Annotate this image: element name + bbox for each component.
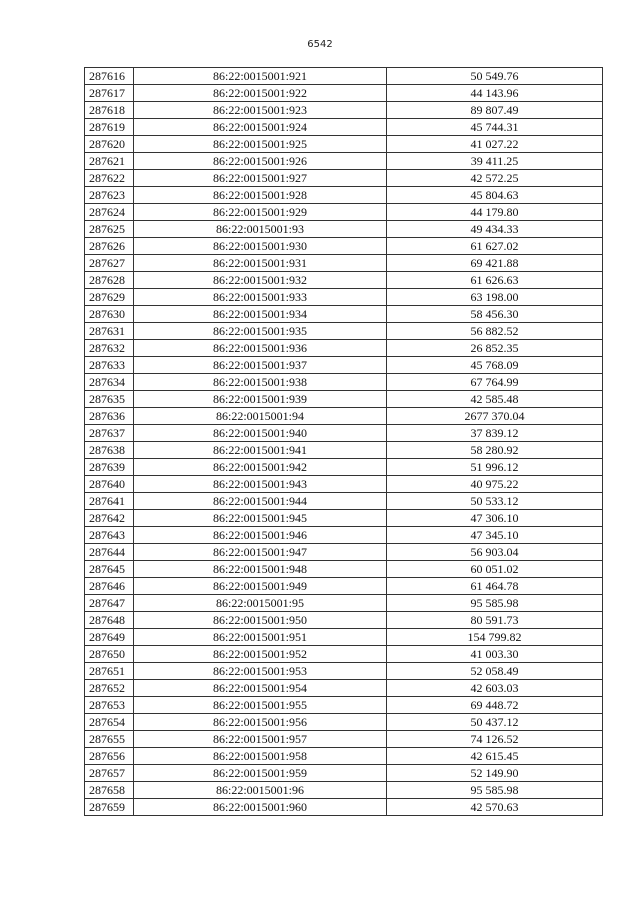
cadastral-value-cell: 37 839.12 (387, 425, 603, 442)
cadastral-number-cell: 86:22:0015001:95 (134, 595, 387, 612)
cadastral-value-cell: 95 585.98 (387, 782, 603, 799)
row-number-cell: 287627 (85, 255, 134, 272)
table-row (85, 629, 603, 646)
table-row (85, 476, 603, 493)
cadastral-value-cell: 41 027.22 (387, 136, 603, 153)
row-number-cell: 287654 (85, 714, 134, 731)
cadastral-number-cell: 86:22:0015001:947 (134, 544, 387, 561)
table-row (85, 459, 603, 476)
table-body (85, 68, 603, 816)
cadastral-number-cell: 86:22:0015001:939 (134, 391, 387, 408)
cadastral-number-cell: 86:22:0015001:958 (134, 748, 387, 765)
table-row (85, 748, 603, 765)
table-row (85, 527, 603, 544)
table-row (85, 170, 603, 187)
table-row (85, 289, 603, 306)
cadastral-number-cell: 86:22:0015001:946 (134, 527, 387, 544)
row-number-cell: 287620 (85, 136, 134, 153)
table-row (85, 204, 603, 221)
table-row (85, 544, 603, 561)
row-number-cell: 287645 (85, 561, 134, 578)
row-number-cell: 287643 (85, 527, 134, 544)
row-number-cell: 287650 (85, 646, 134, 663)
row-number-cell: 287626 (85, 238, 134, 255)
table-row (85, 595, 603, 612)
cadastral-value-cell: 69 421.88 (387, 255, 603, 272)
row-number-cell: 287632 (85, 340, 134, 357)
row-number-cell: 287649 (85, 629, 134, 646)
cadastral-number-cell: 86:22:0015001:932 (134, 272, 387, 289)
cadastral-number-cell: 86:22:0015001:957 (134, 731, 387, 748)
cadastral-value-cell: 42 572.25 (387, 170, 603, 187)
cadastral-value-cell: 44 143.96 (387, 85, 603, 102)
cadastral-number-cell: 86:22:0015001:926 (134, 153, 387, 170)
cadastral-value-cell: 52 149.90 (387, 765, 603, 782)
table-row (85, 102, 603, 119)
cadastral-number-cell: 86:22:0015001:93 (134, 221, 387, 238)
row-number-cell: 287624 (85, 204, 134, 221)
cadastral-value-cell: 50 549.76 (387, 68, 603, 85)
cadastral-value-cell: 39 411.25 (387, 153, 603, 170)
table-row (85, 323, 603, 340)
row-number-cell: 287651 (85, 663, 134, 680)
page-number: 6542 (307, 39, 333, 50)
row-number-cell: 287622 (85, 170, 134, 187)
cadastral-number-cell: 86:22:0015001:925 (134, 136, 387, 153)
row-number-cell: 287653 (85, 697, 134, 714)
cadastral-value-cell: 74 126.52 (387, 731, 603, 748)
table-row (85, 136, 603, 153)
table-row (85, 765, 603, 782)
cadastral-value-cell: 154 799.82 (387, 629, 603, 646)
table-row (85, 714, 603, 731)
cadastral-value-cell: 40 975.22 (387, 476, 603, 493)
cadastral-number-cell: 86:22:0015001:941 (134, 442, 387, 459)
table-row (85, 408, 603, 425)
cadastral-value-cell: 26 852.35 (387, 340, 603, 357)
cadastral-value-cell: 42 570.63 (387, 799, 603, 816)
table-row (85, 238, 603, 255)
table-row (85, 510, 603, 527)
cadastral-number-cell: 86:22:0015001:955 (134, 697, 387, 714)
row-number-cell: 287640 (85, 476, 134, 493)
row-number-cell: 287658 (85, 782, 134, 799)
cadastral-number-cell: 86:22:0015001:956 (134, 714, 387, 731)
cadastral-value-cell: 45 744.31 (387, 119, 603, 136)
cadastral-value-cell: 56 903.04 (387, 544, 603, 561)
cadastral-number-cell: 86:22:0015001:928 (134, 187, 387, 204)
cadastral-value-cell: 63 198.00 (387, 289, 603, 306)
cadastral-value-table (84, 67, 603, 816)
cadastral-number-cell: 86:22:0015001:954 (134, 680, 387, 697)
cadastral-value-cell: 89 807.49 (387, 102, 603, 119)
cadastral-number-cell: 86:22:0015001:931 (134, 255, 387, 272)
cadastral-value-cell: 50 437.12 (387, 714, 603, 731)
table-row (85, 731, 603, 748)
cadastral-number-cell: 86:22:0015001:944 (134, 493, 387, 510)
row-number-cell: 287623 (85, 187, 134, 204)
cadastral-value-cell: 58 280.92 (387, 442, 603, 459)
table-row (85, 612, 603, 629)
cadastral-number-cell: 86:22:0015001:950 (134, 612, 387, 629)
cadastral-number-cell: 86:22:0015001:942 (134, 459, 387, 476)
cadastral-value-cell: 49 434.33 (387, 221, 603, 238)
cadastral-number-cell: 86:22:0015001:934 (134, 306, 387, 323)
cadastral-value-cell: 44 179.80 (387, 204, 603, 221)
cadastral-value-cell: 80 591.73 (387, 612, 603, 629)
table-row (85, 153, 603, 170)
cadastral-value-cell: 47 306.10 (387, 510, 603, 527)
table-row (85, 340, 603, 357)
table-row (85, 306, 603, 323)
row-number-cell: 287631 (85, 323, 134, 340)
row-number-cell: 287616 (85, 68, 134, 85)
cadastral-number-cell: 86:22:0015001:951 (134, 629, 387, 646)
table-row (85, 357, 603, 374)
row-number-cell: 287635 (85, 391, 134, 408)
cadastral-number-cell: 86:22:0015001:929 (134, 204, 387, 221)
cadastral-value-cell: 61 626.63 (387, 272, 603, 289)
cadastral-value-cell: 61 464.78 (387, 578, 603, 595)
table-row (85, 442, 603, 459)
cadastral-value-cell: 42 603.03 (387, 680, 603, 697)
row-number-cell: 287646 (85, 578, 134, 595)
row-number-cell: 287617 (85, 85, 134, 102)
cadastral-number-cell: 86:22:0015001:933 (134, 289, 387, 306)
table-row (85, 68, 603, 85)
cadastral-number-cell: 86:22:0015001:940 (134, 425, 387, 442)
row-number-cell: 287637 (85, 425, 134, 442)
cadastral-number-cell: 86:22:0015001:959 (134, 765, 387, 782)
cadastral-number-cell: 86:22:0015001:94 (134, 408, 387, 425)
cadastral-number-cell: 86:22:0015001:936 (134, 340, 387, 357)
row-number-cell: 287633 (85, 357, 134, 374)
row-number-cell: 287618 (85, 102, 134, 119)
cadastral-number-cell: 86:22:0015001:930 (134, 238, 387, 255)
cadastral-number-cell: 86:22:0015001:938 (134, 374, 387, 391)
cadastral-number-cell: 86:22:0015001:960 (134, 799, 387, 816)
cadastral-value-cell: 47 345.10 (387, 527, 603, 544)
cadastral-value-cell: 42 585.48 (387, 391, 603, 408)
cadastral-value-cell: 41 003.30 (387, 646, 603, 663)
row-number-cell: 287639 (85, 459, 134, 476)
row-number-cell: 287625 (85, 221, 134, 238)
cadastral-value-cell: 58 456.30 (387, 306, 603, 323)
cadastral-number-cell: 86:22:0015001:923 (134, 102, 387, 119)
table-row (85, 221, 603, 238)
row-number-cell: 287634 (85, 374, 134, 391)
row-number-cell: 287630 (85, 306, 134, 323)
table-row (85, 374, 603, 391)
cadastral-number-cell: 86:22:0015001:949 (134, 578, 387, 595)
row-number-cell: 287656 (85, 748, 134, 765)
cadastral-number-cell: 86:22:0015001:953 (134, 663, 387, 680)
cadastral-number-cell: 86:22:0015001:945 (134, 510, 387, 527)
row-number-cell: 287644 (85, 544, 134, 561)
table-row (85, 697, 603, 714)
row-number-cell: 287652 (85, 680, 134, 697)
table-row (85, 272, 603, 289)
row-number-cell: 287655 (85, 731, 134, 748)
cadastral-value-cell: 95 585.98 (387, 595, 603, 612)
table-row (85, 663, 603, 680)
row-number-cell: 287621 (85, 153, 134, 170)
table-row (85, 561, 603, 578)
table-row (85, 578, 603, 595)
row-number-cell: 287619 (85, 119, 134, 136)
row-number-cell: 287638 (85, 442, 134, 459)
row-number-cell: 287647 (85, 595, 134, 612)
table-row (85, 799, 603, 816)
cadastral-number-cell: 86:22:0015001:927 (134, 170, 387, 187)
table-row (85, 680, 603, 697)
cadastral-number-cell: 86:22:0015001:948 (134, 561, 387, 578)
table-row (85, 493, 603, 510)
row-number-cell: 287641 (85, 493, 134, 510)
row-number-cell: 287636 (85, 408, 134, 425)
table-row (85, 391, 603, 408)
cadastral-value-cell: 61 627.02 (387, 238, 603, 255)
cadastral-value-cell: 52 058.49 (387, 663, 603, 680)
cadastral-number-cell: 86:22:0015001:943 (134, 476, 387, 493)
cadastral-value-cell: 69 448.72 (387, 697, 603, 714)
table-row (85, 85, 603, 102)
table-row (85, 187, 603, 204)
table-row (85, 782, 603, 799)
row-number-cell: 287628 (85, 272, 134, 289)
table-row (85, 646, 603, 663)
cadastral-value-cell: 50 533.12 (387, 493, 603, 510)
cadastral-value-cell: 45 804.63 (387, 187, 603, 204)
row-number-cell: 287657 (85, 765, 134, 782)
row-number-cell: 287648 (85, 612, 134, 629)
cadastral-number-cell: 86:22:0015001:935 (134, 323, 387, 340)
table-row (85, 119, 603, 136)
row-number-cell: 287659 (85, 799, 134, 816)
cadastral-value-cell: 2677 370.04 (387, 408, 603, 425)
cadastral-value-cell: 60 051.02 (387, 561, 603, 578)
cadastral-number-cell: 86:22:0015001:922 (134, 85, 387, 102)
cadastral-value-cell: 45 768.09 (387, 357, 603, 374)
cadastral-value-cell: 42 615.45 (387, 748, 603, 765)
table-row (85, 255, 603, 272)
cadastral-number-cell: 86:22:0015001:952 (134, 646, 387, 663)
cadastral-number-cell: 86:22:0015001:921 (134, 68, 387, 85)
cadastral-value-cell: 51 996.12 (387, 459, 603, 476)
table-row (85, 425, 603, 442)
cadastral-number-cell: 86:22:0015001:924 (134, 119, 387, 136)
cadastral-value-cell: 56 882.52 (387, 323, 603, 340)
cadastral-number-cell: 86:22:0015001:937 (134, 357, 387, 374)
row-number-cell: 287629 (85, 289, 134, 306)
cadastral-value-cell: 67 764.99 (387, 374, 603, 391)
cadastral-number-cell: 86:22:0015001:96 (134, 782, 387, 799)
row-number-cell: 287642 (85, 510, 134, 527)
